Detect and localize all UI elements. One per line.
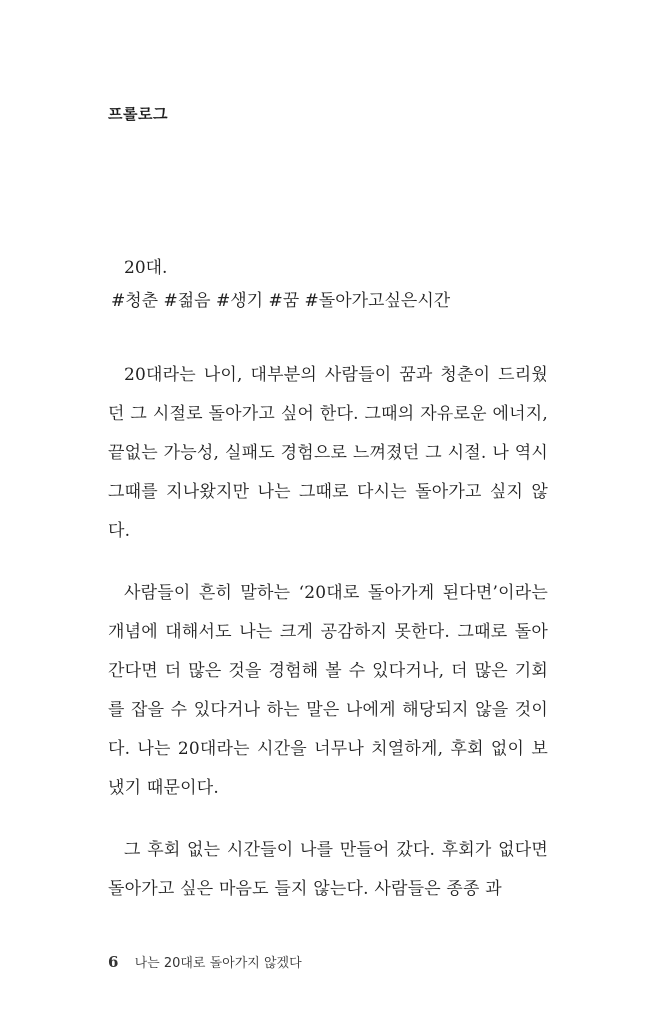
intro-heading: 20대. bbox=[124, 258, 168, 278]
hashtags: #청춘 #젊음 #생기 #꿈 #돌아가고싶은시간 bbox=[111, 291, 451, 311]
page-number: 6 bbox=[108, 953, 119, 971]
page-footer bbox=[108, 952, 302, 971]
book-title: 나는 20대로 돌아가지 않겠다 bbox=[134, 956, 302, 971]
paragraph-2: 사람들이 흔히 말하는 ‘20대로 돌아가게 된다면’이라는 개념에 대해서도 나는 크게 공감하지 못한다. 그때로 돌아간다면 더 많은 것을 경험해 볼 수 있다거나, 더 많은 기회를 잡을 수 있다거나 하는 말은 나에게 해당되지 않을 것이다. 나는 20대라는 시간을 너무나 치열하게, 후회 없이 보냈기 때문이다. bbox=[108, 583, 548, 798]
intro-block bbox=[108, 252, 558, 318]
section-title: 프롤로그 bbox=[108, 105, 168, 123]
paragraph-1: 20대라는 나이, 대부분의 사람들이 꿈과 청춘이 드리웠던 그 시절로 돌아가고 싶어 한다. 그때의 자유로운 에너지, 끝없는 가능성, 실패도 경험으로 느껴졌던 그 시절. 나 역시 그때를 지나왔지만 나는 그때로 다시는 돌아가고 싶지 않다. bbox=[108, 365, 548, 541]
paragraph-3: 그 후회 없는 시간들이 나를 만들어 갔다. 후회가 없다면 돌아가고 싶은 마음도 들지 않는다. 사람들은 종종 과 bbox=[108, 840, 548, 899]
